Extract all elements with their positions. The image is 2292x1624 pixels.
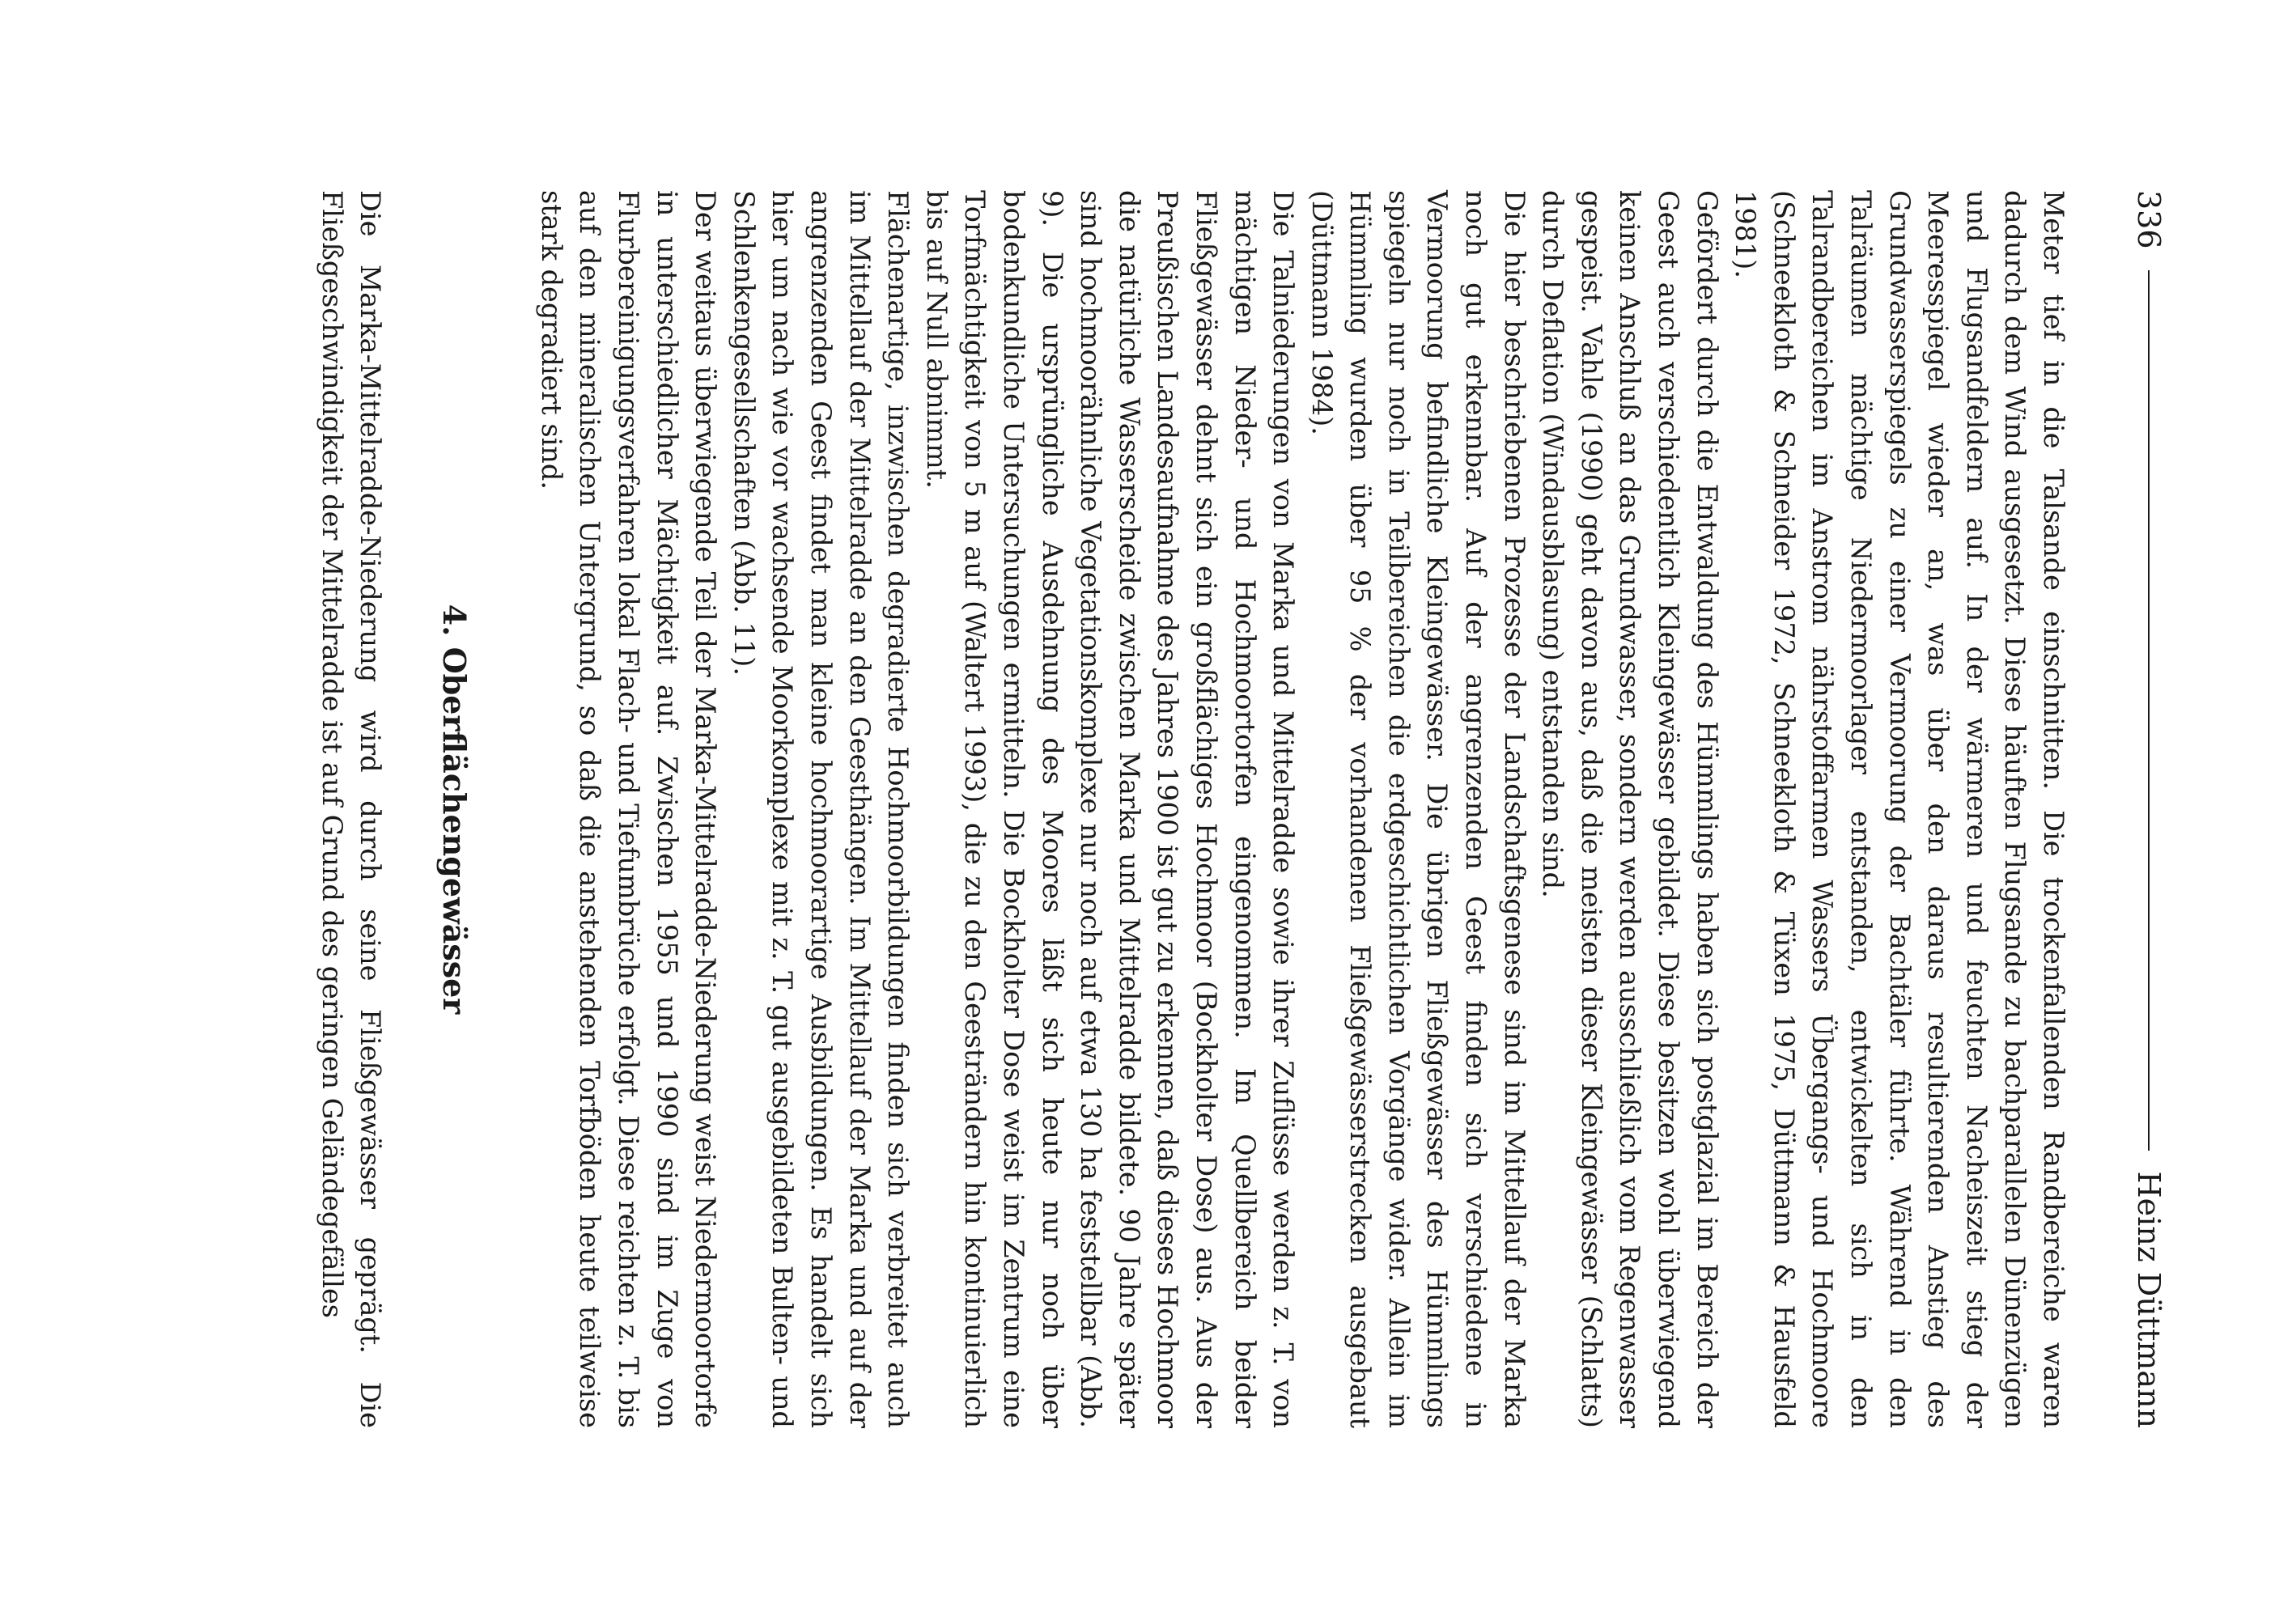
paragraph-talsande: Meter tief in die Talsande einschnitten. Die trockenfallenden Randbereiche waren dadurch dem Wind ausgesetzt. Diese häuften Flugsande zu bachparallelen Dünenzügen und Flugsandfeldern auf. In der wärmeren und feuchten Nacheiszeit stieg der Meeresspiegel wieder an, was über den daraus resultierenden Anstieg des Grundwasserspiegels zu einer Vermoorung der Bachtäler führte. Während in den Talräumen mächtige Niedermoorlager entstanden, entwickelten sich in den Talrandbereichen im Anstrom nährstoffarmen Wassers Übergangs- und Hochmoore (Schneekloth & Schneider 1972, Schneekloth & Tüxen 1975, Düttmann & Hausfeld 1981). — [1730, 190, 2069, 1428]
section-heading: 4. Oberflächengewässer — [436, 604, 473, 1015]
paragraph-landschaftsgenese: Die hier beschriebenen Prozesse der Landschaftsgenese sind im Mittellauf der Marka noch gut erkennbar. Auf der angrenzenden Geest finden sich verschiedene in Vermoorung befindliche Kleingewässer. Die übrigen Fließgewässer des Hümmlings spiegeln nur noch in Teilbereichen die erdgeschichtlichen Vorgänge wider. Allein im Hümmling wurden über 95 % der vorhandenen Fließgewässerstrecken ausgebaut (Düttmann 1984). — [1305, 190, 1530, 1428]
rotated-book-page — [231, 190, 2173, 1428]
paragraph-niedermoortorfe: Der weitaus überwiegende Teil der Marka-Mittelradde-Niederung weist Niedermoortorfe in unterschiedlicher Mächtigkeit auf. Zwischen 1955 und 1990 sind im Zuge von Flurbereinigungsverfahren lokal Flach- und Tiefumbrüche erfolgt. Diese reichten z. T. bis auf den mineralischen Untergrund, so daß die anstehenden Torfböden heute teilweise stark degradiert sind. — [535, 190, 722, 1428]
running-head — [2124, 190, 2173, 1428]
paragraph-kleingewaesser: Gefördert durch die Entwaldung des Hümmlings haben sich postglazial im Bereich der Geest auch verschiedentlich Kleingewässer gebildet. Diese besitzen wohl überwiegend keinen Anschluß an das Grundwasser, sondern werden ausschließlich vom Regenwasser gespeist. Vahle (1990) geht davon aus, daß die meisten dieser Kleingewässer (Schlatts) durch Deflation (Windausblasung) entstanden sind. — [1537, 190, 1723, 1428]
header-rule — [2148, 270, 2150, 1151]
running-head-author: Heinz Düttmann — [2131, 1171, 2167, 1428]
paragraph-oberflaechengewaesser: Die Marka-Mittelradde-Niederung wird durch seine Fließgewässer geprägt. Die Fließgeschwindigkeit der Mittelradde ist auf Grund des geringen Geländegefälles — [316, 190, 387, 1428]
paragraph-hochmoorbildungen: Flächenartige, inzwischen degradierte Hochmoorbildungen finden sich verbreitet auch im Mittellauf der Mittelradde an den Geesthängen. Im Mittellauf der Marka und auf der angrenzenden Geest findet man kleine hochmoorartige Ausbildungen. Es handelt sich hier um nach wie vor wachsende Moorkomplexe mit z. T. gut ausgebildeten Bulten- und Schlenkengesellschaften (Abb. 11). — [728, 190, 915, 1428]
paragraph-talniederungen: Die Talniederungen von Marka und Mittelradde sowie ihrer Zuflüsse werden z. T. von mächtigen Nieder- und Hochmoortorfen eingenommen. Im Quellbereich beider Fließgewässer dehnt sich ein großflächiges Hochmoor (Bockholter Dose) aus. Aus der Preußischen Landesaufnahme des Jahres 1900 ist gut zu erkennen, daß dieses Hochmoor die natürliche Wasserscheide zwischen Marka und Mittelradde bildete. 90 Jahre später sind hochmoorähnliche Vegetationskomplexe nur noch auf etwa 130 ha feststellbar (Abb. 9). Die ursprüngliche Ausdehnung des Moores läßt sich heute nur noch über bodenkundliche Untersuchungen ermitteln. Die Bockholter Dose weist im Zentrum eine Torfmächtigkeit von 5 m auf (Waltert 1993), die zu den Geesträndern hin kontinuierlich bis auf Null abnimmt. — [920, 190, 1300, 1428]
page-number: 336 — [2131, 190, 2167, 249]
body-text — [312, 190, 2073, 1428]
